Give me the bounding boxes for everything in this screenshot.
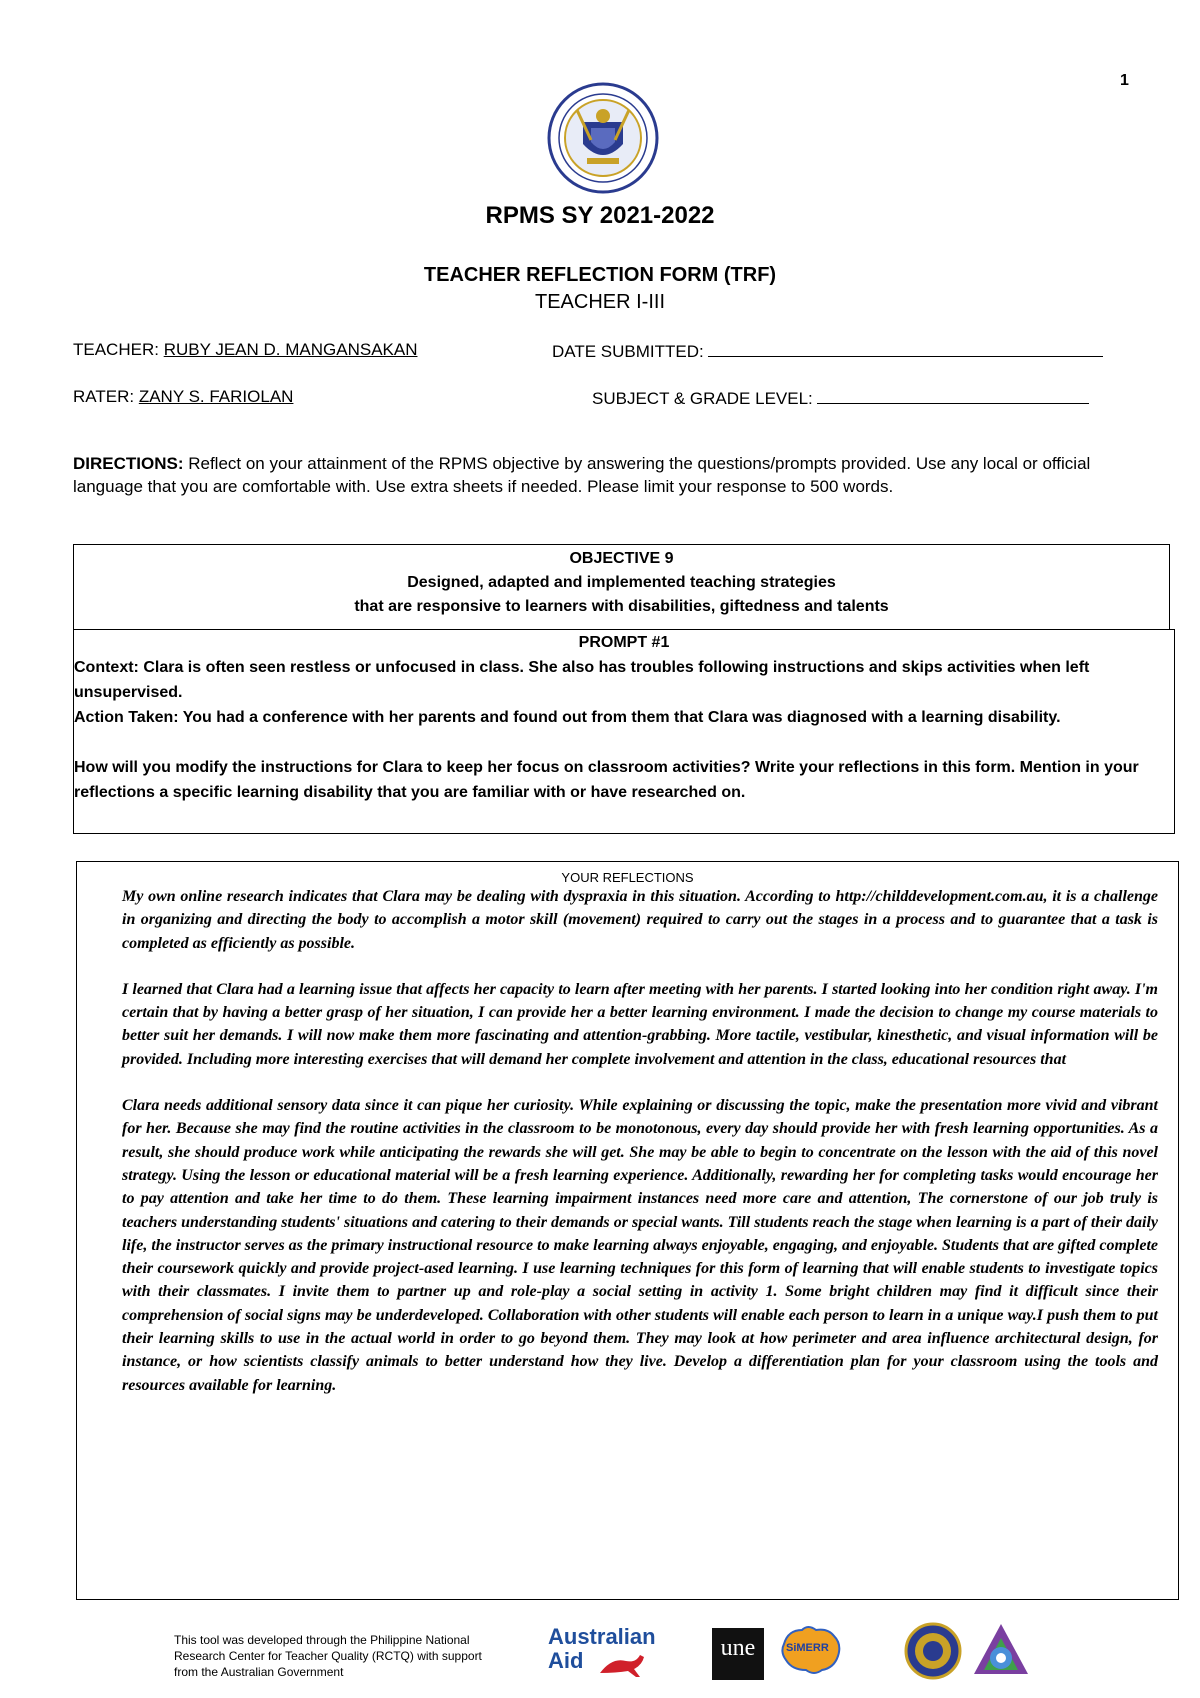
date-submitted-field: [552, 340, 1103, 362]
page-title: RPMS SY 2021-2022: [485, 202, 715, 229]
prompt-action: Action Taken: You had a conference with her parents and found out from them that Clara was diagnosed with a learning disability.: [74, 709, 1061, 726]
footer-line: This tool was developed through the Philippine National: [174, 1633, 470, 1647]
rctq-seal-icon: [904, 1622, 962, 1680]
subject-grade-label: SUBJECT & GRADE LEVEL:: [592, 389, 818, 408]
form-title: TEACHER REFLECTION FORM (TRF): [423, 264, 777, 286]
teacher-value: RUBY JEAN D. MANGANSAKAN: [163, 340, 418, 359]
subject-grade-field: [592, 387, 1089, 409]
objective-heading: OBJECTIVE 9: [569, 550, 674, 567]
logo-australian-text: Australian: [548, 1624, 656, 1649]
rater-field: [73, 387, 293, 407]
footer-line: from the Australian Government: [174, 1665, 344, 1679]
logo-une-text: une: [720, 1635, 756, 1661]
reflection-paragraph: Clara needs additional sensory data since it can pique her curiosity. While explaining or discussing the topic, make the presentation more vivid and vibrant for her. Because she may find the routine activities in the classroom to be monotonous, every day should provide her with fresh learning opportunities. As a result, she should produce work while anticipating the rewards she will get. She may be able to begin to concentrate on the lesson with the aid of this novel strategy. Using the lesson or educational material will be a fresh learning experience. Additionally, rewarding her for completing tasks would encourage her to pay attention and take her time to do them. These learning impairment instances need more care and attention, The cornerstone of our job truly is teachers understanding students' situations and catering to their demands or special wants. Till students reach the stage when learning is a part of their daily life, the instructor serves as the primary instructional resource to make learning always enjoyable, engaging, and enjoyable. Students that are gifted complete their coursework quickly and provide project-ased learning. I use learning techniques for this form of learning that will enable students to investigate topics with their classmates. I invite them to partner up and role-play a social setting in activity 1. Some bright children may find it difficult since their comprehension of social signs may be underdeveloped. Collaboration with other students will enable each person to learn in a unique way.I push them to put their learning skills to use in the actual world in order to go beyond them. They may look at how perimeter and area influence architectural design, for instance, or how scientists classify animals to better understand how they live. Develop a differentiation plan for your classroom using the tools and resources available for learning.: [122, 1097, 1159, 1394]
directions-text: Reflect on your attainment of the RPMS objective by answering the questions/prompts provided. Use any local or official language that you are comfortable with. Use extra sheets if needed. Please limit your response to 500 words.: [73, 454, 1091, 496]
objective-line-1: Designed, adapted and implemented teaching strategies: [407, 574, 836, 591]
objective-line-2: that are responsive to learners with disabilities, giftedness and talents: [354, 598, 889, 615]
une-logo: [712, 1628, 764, 1680]
objective-box: [73, 544, 1170, 630]
date-submitted-label: DATE SUBMITTED:: [552, 342, 709, 361]
page-number: 1: [1120, 72, 1129, 89]
prompt-context: Context: Clara is often seen restless or unfocused in class. She also has troubles following instructions and skips activities when left unsupervised.: [74, 659, 1090, 701]
date-submitted-blank: [708, 340, 1103, 357]
footer-line: Research Center for Teacher Quality (RCTQ) with support: [174, 1649, 482, 1663]
kangaroo-icon: [596, 1651, 652, 1679]
simerr-logo: [778, 1622, 844, 1680]
logo-simerr-text: SiMERR: [786, 1642, 829, 1654]
footer-credit: [174, 1632, 534, 1680]
prompt-box: [73, 629, 1175, 834]
deped-seal-icon: [547, 82, 659, 194]
tri-circle-logo-icon: [970, 1620, 1032, 1682]
directions: [73, 452, 1133, 498]
directions-label: DIRECTIONS:: [73, 454, 184, 473]
rater-label: RATER:: [73, 387, 139, 406]
form-subtitle: TEACHER I-III: [534, 291, 665, 313]
reflections-body: [77, 885, 1178, 1397]
reflections-box: [76, 861, 1179, 1600]
subject-grade-blank: [817, 387, 1089, 404]
rater-value: ZANY S. FARIOLAN: [138, 387, 294, 406]
prompt-question: How will you modify the instructions for Clara to keep her focus on classroom activities? Write your reflections in this form. Mention in your reflections a specific learning disability that you are familiar with or have researched on.: [74, 759, 1139, 801]
teacher-label: TEACHER:: [73, 340, 164, 359]
reflection-paragraph: I learned that Clara had a learning issue that affects her capacity to learn after meeting with her parents. I started looking into her condition right away. I'm certain that by having a better grasp of her situation, I can provide her a better learning environment. I made the decision to change my course materials to better suit her demands. I will now make them more fascinating and attention-grabbing. More tactile, vestibular, kinesthetic, and visual information will be provided. Including more interesting exercises that will demand her complete involvement and attention in the class, educational resources that: [122, 980, 1158, 1068]
reflection-paragraph: My own online research indicates that Clara may be dealing with dyspraxia in this situation. According to http://childdevelopment.com.au, it is a challenge in organizing and directing the body to accomplish a motor skill (movement) required to carry out the stages in a process and to guarantee that a task is completed as efficiently as possible.: [122, 888, 1158, 952]
prompt-heading: PROMPT #1: [578, 634, 670, 651]
logo-aid-text: Aid: [548, 1648, 584, 1673]
reflections-heading: YOUR REFLECTIONS: [561, 870, 694, 885]
teacher-field: [73, 340, 417, 360]
australian-aid-logo: [548, 1625, 666, 1681]
